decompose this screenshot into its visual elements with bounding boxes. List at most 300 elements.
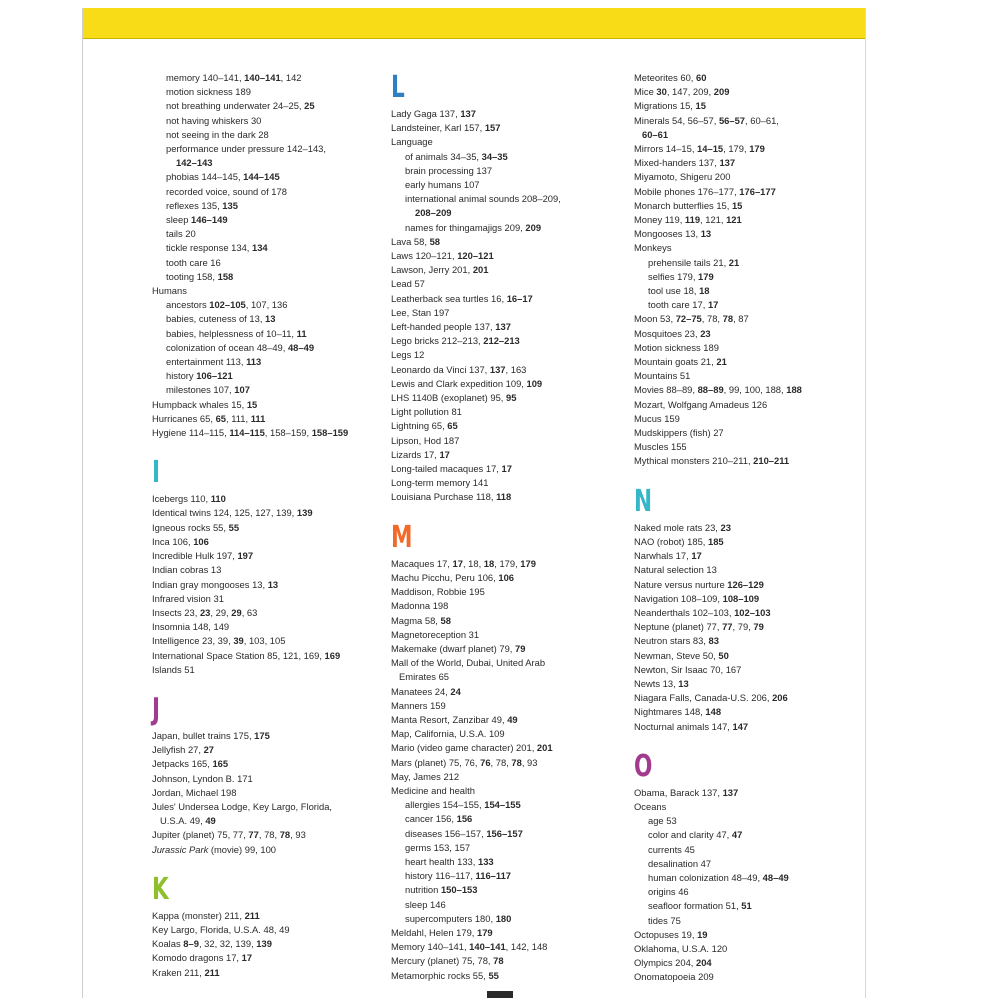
entry-text: Humans [152, 285, 187, 297]
entry-text: Mucus 159 [634, 412, 680, 424]
entry-text: LHS 1140B (exoplanet) 95, [391, 392, 507, 404]
entry-text: , 78, [701, 313, 723, 325]
index-entry [152, 729, 390, 743]
entry-text: Incredible Hulk 197, [152, 550, 238, 562]
page-ref-bold: 135 [222, 199, 238, 211]
index-entry [391, 263, 629, 277]
entry-text: recorded voice, sound of 178 [166, 185, 287, 197]
entry-text: Mountains 51 [634, 370, 691, 382]
page-ref-bold: 140–141 [469, 941, 506, 953]
entry-text: ancestors [166, 299, 210, 311]
entry-text: Neutron stars 83, [634, 635, 709, 647]
page-ref-bold: 13 [265, 313, 276, 325]
entry-text: Muscles 155 [634, 441, 687, 453]
index-entry [391, 614, 629, 628]
entry-text: Lava 58, [391, 235, 430, 247]
index-subentry [391, 841, 629, 855]
entry-text: Louisiana Purchase 118, [391, 491, 497, 503]
entry-text: Landsteiner, Karl 157, [391, 122, 485, 134]
index-subentry [634, 298, 864, 312]
entry-text: Infrared vision 31 [152, 592, 224, 604]
entry-text: Monarch butterflies 15, [634, 199, 732, 211]
entry-text: Newts 13, [634, 677, 679, 689]
page-ref-bold: 154–155 [484, 799, 521, 811]
entry-text: Miyamoto, Shigeru 200 [634, 171, 731, 183]
entry-text: Neptune (planet) 77, [634, 621, 723, 633]
index-entry [634, 786, 864, 800]
entry-text: Oklahoma, U.S.A. 120 [634, 942, 728, 954]
entry-text: Mozart, Wolfgang Amadeus 126 [634, 398, 768, 410]
index-entry [391, 249, 629, 263]
page-ref-bold: 120–121 [457, 250, 494, 262]
index-subentry [152, 312, 390, 326]
entry-text: Neanderthals 102–103, [634, 606, 735, 618]
index-entry [391, 571, 629, 585]
letter-heading-k: K [152, 871, 169, 907]
page-ref-bold: 88–89 [697, 384, 724, 396]
entry-text: diseases 156–157, [405, 827, 487, 839]
index-entry [152, 923, 390, 937]
page-ref-bold: 179 [749, 143, 765, 155]
page-ref-bold: 30 [656, 86, 667, 98]
index-subentry [152, 383, 390, 397]
page-ref-bold: 39 [233, 635, 244, 647]
index-subentry [152, 369, 390, 383]
entry-text: Motion sickness 189 [634, 341, 719, 353]
page-ref-bold: 142–143 [176, 157, 213, 169]
entry-text: Inca 106, [152, 535, 194, 547]
entry-text: Newton, Sir Isaac 70, 167 [634, 663, 742, 675]
index-subentry [391, 812, 629, 826]
page-ref-bold: 179 [698, 270, 714, 282]
index-entry [152, 843, 390, 857]
entry-text: U.S.A. 49, [160, 815, 206, 827]
entry-text: performance under pressure 142–143, [166, 143, 326, 155]
page-ref-bold: 158–159 [311, 427, 349, 439]
entry-text: Icebergs 110, [152, 493, 211, 505]
index-subentry [391, 827, 629, 841]
entry-text: Indian gray mongooses 13, [152, 578, 268, 590]
page-ref-bold: 17 [241, 952, 253, 964]
index-entry [391, 277, 629, 291]
index-subentry [152, 114, 390, 128]
index-entry [152, 772, 390, 786]
page-ref-bold: 78 [493, 955, 504, 967]
entry-text: brain processing 137 [405, 164, 493, 176]
index-entry [391, 348, 629, 362]
entry-text: Oceans [634, 800, 667, 812]
entry-text: , 121, [700, 214, 727, 226]
page-ref-bold: 169 [324, 649, 341, 661]
entry-text: tails 20 [166, 228, 196, 240]
page-ref-bold: 114–115 [229, 427, 265, 439]
page-ref-bold: 48–49 [287, 341, 315, 353]
index-subentry [152, 156, 390, 170]
page-ref-bold: 188 [786, 384, 802, 396]
page-ref-bold: 17 [691, 550, 702, 562]
page-ref-bold: 157 [484, 122, 501, 134]
entry-text: Lawson, Jerry 201, [391, 264, 473, 276]
entry-text: germs 153, 157 [405, 841, 471, 853]
entry-text: Navigation 108–109, [634, 592, 723, 604]
index-entry [391, 462, 629, 476]
entry-text: , 111, [226, 412, 251, 424]
index-entry [391, 377, 629, 391]
entry-text: May, James 212 [391, 770, 460, 782]
entry-text: Lewis and Clark expedition 109, [391, 377, 527, 389]
index-subentry [391, 898, 629, 912]
page-ref-bold: 133 [477, 855, 494, 867]
index-entry [391, 107, 629, 121]
index-subentry [152, 241, 390, 255]
index-subentry [391, 912, 629, 926]
entry-text: phobias 144–145, [166, 171, 244, 183]
entry-text: , 93 [290, 829, 306, 841]
entry-text: Long-tailed macaques 17, [391, 463, 502, 475]
page-ref-bold: 119 [684, 214, 701, 226]
entry-text: history [166, 370, 197, 382]
index-entry [634, 99, 864, 113]
index-entry [152, 492, 390, 506]
entry-text: entertainment 113, [166, 356, 247, 368]
letter-heading-j: J [152, 691, 161, 727]
entry-text: babies, cuteness of 13, [166, 313, 266, 325]
page-ref-bold: 197 [237, 550, 254, 562]
entry-text: Long-term memory 141 [391, 477, 489, 489]
index-entry [391, 642, 629, 656]
page-ref-bold: 102–105 [209, 299, 246, 311]
index-entry [152, 563, 390, 577]
entry-text: Memory 140–141, [391, 941, 470, 953]
entry-text: Kraken 211, [152, 966, 205, 978]
entry-text: Nocturnal animals 147, [634, 720, 733, 732]
index-subentry [152, 128, 390, 142]
index-subentry [152, 355, 390, 369]
page-ref-bold: 113 [246, 356, 262, 368]
index-entry [391, 969, 629, 983]
entry-text: , 163 [505, 363, 527, 375]
index-entry [634, 663, 864, 677]
page-number-tab [487, 991, 513, 998]
index-entry [391, 656, 629, 670]
page-ref-bold: 25 [304, 100, 315, 112]
entry-text: , 18, [462, 557, 484, 569]
entry-text: , 107, 136 [245, 299, 288, 311]
entry-text: early humans 107 [405, 179, 480, 191]
index-entry [391, 391, 629, 405]
index-entry [634, 549, 864, 563]
page-ref-bold: 58 [440, 614, 451, 626]
index-subentry [152, 142, 390, 156]
entry-text: Monkeys [634, 242, 672, 254]
page-ref-bold: 23 [720, 521, 731, 533]
index-entry [634, 114, 864, 128]
entry-text: Mars (planet) 75, 76, [391, 756, 481, 768]
entry-text: Leatherback sea turtles 16, [391, 292, 507, 304]
index-entry [391, 235, 629, 249]
index-entry [152, 786, 390, 800]
index-entry [391, 476, 629, 490]
index-subentry [391, 869, 629, 883]
index-entry [634, 369, 864, 383]
entry-text: Natural selection 13 [634, 564, 717, 576]
entry-text: , 87 [733, 313, 749, 325]
entry-text: Movies 88–89, [634, 384, 698, 396]
entry-text: Key Largo, Florida, U.S.A. 48, 49 [152, 923, 290, 935]
index-entry [634, 327, 864, 341]
page-ref-bold: 180 [495, 912, 512, 924]
index-entry [634, 578, 864, 592]
index-entry [391, 448, 629, 462]
entry-text: Intelligence 23, 39, [152, 635, 234, 647]
entry-text: Nightmares 148, [634, 706, 706, 718]
entry-text: Hurricanes 65, [152, 412, 216, 424]
page-ref-bold: 13 [267, 578, 279, 590]
entry-text: Light pollution 81 [391, 406, 462, 418]
index-entry [152, 506, 390, 520]
index-subentry [152, 327, 390, 341]
header-color-bar [83, 8, 865, 39]
entry-text: Kappa (monster) 211, [152, 909, 245, 921]
index-entry [152, 663, 390, 677]
entry-text: Koalas [152, 938, 184, 950]
page-ref-bold: 15 [695, 100, 706, 112]
entry-text: names for thingamajigs 209, [405, 221, 526, 233]
page-ref-bold: 15 [246, 398, 258, 410]
entry-text: not seeing in the dark 28 [166, 128, 269, 140]
index-subentry [391, 883, 629, 897]
index-entry [634, 185, 864, 199]
index-entry [391, 685, 629, 699]
page-ref-bold: 14–15 [697, 143, 724, 155]
index-subentry [152, 256, 390, 270]
index-entry [152, 649, 390, 663]
entry-text: , 142, 148 [505, 941, 548, 953]
entry-text: Jellyfish 27, [152, 744, 204, 756]
index-entry [391, 713, 629, 727]
index-entry [152, 549, 390, 563]
entry-text: Newman, Steve 50, [634, 649, 719, 661]
entry-text: tool use 18, [648, 285, 700, 297]
entry-text: Japan, bullet trains 175, [152, 729, 255, 741]
index-entry [391, 363, 629, 377]
entry-text: Makemake (dwarf planet) 79, [391, 642, 516, 654]
index-entry [152, 966, 390, 980]
page-ref-bold: 17 [452, 557, 463, 569]
index-entry [634, 677, 864, 691]
entry-text: Lead 57 [391, 278, 425, 290]
index-entry [634, 142, 864, 156]
index-entry [634, 521, 864, 535]
entry-text: , 78, [490, 756, 512, 768]
index-entry [152, 743, 390, 757]
entry-text: (movie) 99, 100 [208, 843, 277, 855]
index-entry [152, 284, 390, 298]
entry-text: Identical twins 124, 125, 127, 139, [152, 507, 297, 519]
entry-text: Lipson, Hod 187 [391, 434, 460, 446]
index-entry [152, 620, 390, 634]
page-ref-bold: 158 [217, 270, 234, 282]
entry-text: , 142 [280, 72, 302, 83]
index-entry [152, 800, 390, 814]
index-entry [391, 320, 629, 334]
page-ref-bold: 17 [501, 463, 512, 475]
index-entry [634, 705, 864, 719]
page-ref-bold: 209 [525, 221, 542, 233]
page-ref-bold: 50 [718, 649, 729, 661]
index-page [82, 8, 866, 998]
entry-text: Indian cobras 13 [152, 564, 222, 576]
entry-text: , 29, [210, 606, 232, 618]
index-entry [634, 156, 864, 170]
page-ref-bold: 16–17 [506, 292, 533, 304]
index-entry [391, 419, 629, 433]
page-ref-bold: 24 [450, 685, 461, 697]
index-entry [634, 691, 864, 705]
entry-text: Lady Gaga 137, [391, 108, 461, 119]
entry-text: allergies 154–155, [405, 799, 485, 811]
index-entry [634, 956, 864, 970]
entry-text: of animals 34–35, [405, 150, 482, 162]
index-entry [634, 440, 864, 454]
index-subentry [634, 914, 864, 928]
index-entry [152, 535, 390, 549]
index-entry [391, 490, 629, 504]
entry-text: Hygiene 114–115, [152, 427, 230, 439]
page-ref-bold: 49 [205, 815, 216, 827]
entry-text: tooting 158, [166, 270, 218, 282]
index-subentry [634, 814, 864, 828]
page-ref-bold: 13 [700, 228, 712, 240]
page-ref-bold: 211 [244, 909, 260, 921]
entry-text: Insects 23, [152, 606, 200, 618]
page-ref-bold: 79 [515, 642, 526, 654]
entry-text: Medicine and health [391, 784, 475, 796]
page-ref-bold: 110 [210, 493, 226, 505]
entry-text: Machu Picchu, Peru 106, [391, 571, 499, 583]
page-ref-bold: 148 [705, 706, 722, 718]
entry-text: , 179, [723, 143, 750, 155]
index-subentry [152, 185, 390, 199]
page-ref-bold: 137 [489, 363, 506, 375]
page-ref-bold: 137 [722, 786, 739, 798]
entry-text: , 32, 32, 139, [198, 938, 257, 950]
page-ref-bold: 139 [296, 507, 313, 519]
entry-text: supercomputers 180, [405, 912, 496, 924]
index-entry [391, 434, 629, 448]
page-ref-bold: 165 [212, 758, 229, 770]
entry-text: human colonization 48–49, [648, 871, 763, 883]
entry-text: Obama, Barack 137, [634, 786, 723, 798]
entry-text: Octopuses 19, [634, 928, 698, 940]
entry-text: Lizards 17, [391, 448, 440, 460]
index-subentry [391, 221, 629, 235]
index-entry [634, 71, 864, 85]
entry-text: Emirates 65 [399, 671, 450, 683]
entry-text: sleep [166, 214, 192, 226]
page-ref-bold: 144–145 [243, 171, 280, 183]
index-entry [152, 909, 390, 923]
entry-text: Minerals 54, 56–57, [634, 114, 719, 126]
index-subentry [391, 178, 629, 192]
entry-text: memory 140–141, [166, 72, 245, 83]
index-subentry [634, 871, 864, 885]
page-ref-bold: 23 [199, 606, 211, 618]
entry-text: Metamorphic rocks 55, [391, 969, 489, 981]
index-entry [152, 521, 390, 535]
index-entry [391, 585, 629, 599]
index-subentry [152, 99, 390, 113]
page-ref-bold: 204 [696, 957, 712, 969]
entry-text: Left-handed people 137, [391, 321, 496, 333]
index-entry [391, 557, 629, 571]
entry-text: Meldahl, Helen 179, [391, 926, 477, 938]
page-ref-bold: 121 [726, 214, 742, 226]
index-entry [391, 599, 629, 613]
index-entry [152, 592, 390, 606]
index-entry [391, 756, 629, 770]
entry-text: Mixed-handers 137, [634, 157, 720, 169]
entry-text: Olympics 204, [634, 957, 696, 969]
index-subentry [152, 213, 390, 227]
page-ref-bold: 201 [536, 742, 553, 754]
page-ref-bold: 60 [696, 72, 707, 83]
index-entry [634, 592, 864, 606]
entry-text: color and clarity 47, [648, 829, 732, 841]
page-ref-bold: 146–149 [191, 214, 228, 226]
entry-text: , 103, 105 [243, 635, 286, 647]
index-entry [634, 620, 864, 634]
page-ref-bold: 210–211 [753, 455, 790, 467]
index-entry [634, 341, 864, 355]
page-ref-bold: 116–117 [475, 870, 511, 882]
entry-text: Manatees 24, [391, 685, 451, 697]
index-entry [152, 578, 390, 592]
index-entry [634, 649, 864, 663]
page-ref-bold: 102–103 [734, 606, 771, 618]
entry-text: Mobile phones 176–177, [634, 185, 740, 197]
page-ref-bold: 77 [722, 621, 733, 633]
entry-text: currents 45 [648, 843, 695, 855]
index-entry [634, 199, 864, 213]
entry-text: NAO (robot) 185, [634, 535, 708, 547]
index-entry [391, 628, 629, 642]
entry-text: tides 75 [648, 914, 681, 926]
index-entry [634, 454, 864, 468]
entry-text: Niagara Falls, Canada-U.S. 206, [634, 692, 773, 704]
entry-text: Mythical monsters 210–211, [634, 455, 754, 467]
entry-text: not breathing underwater 24–25, [166, 100, 305, 112]
page-ref-bold: 77 [248, 829, 259, 841]
index-entry [391, 670, 629, 684]
index-subentry [634, 828, 864, 842]
index-subentry [152, 341, 390, 355]
entry-text: milestones 107, [166, 384, 235, 396]
entry-text: Macaques 17, [391, 557, 453, 569]
page-ref-bold: 47 [731, 829, 743, 841]
entry-text: sleep 146 [405, 898, 446, 910]
entry-text: heart health 133, [405, 855, 478, 867]
index-entry [634, 128, 864, 142]
entry-text: , 60–61, [745, 114, 779, 126]
entry-text: , 179, [494, 557, 521, 569]
entry-text: Igneous rocks 55, [152, 521, 229, 533]
entry-text: , 147, 209, [666, 86, 714, 98]
entry-text: Migrations 15, [634, 100, 696, 112]
index-entry [634, 535, 864, 549]
page-ref-bold: 51 [741, 900, 752, 912]
index-entry [634, 800, 864, 814]
